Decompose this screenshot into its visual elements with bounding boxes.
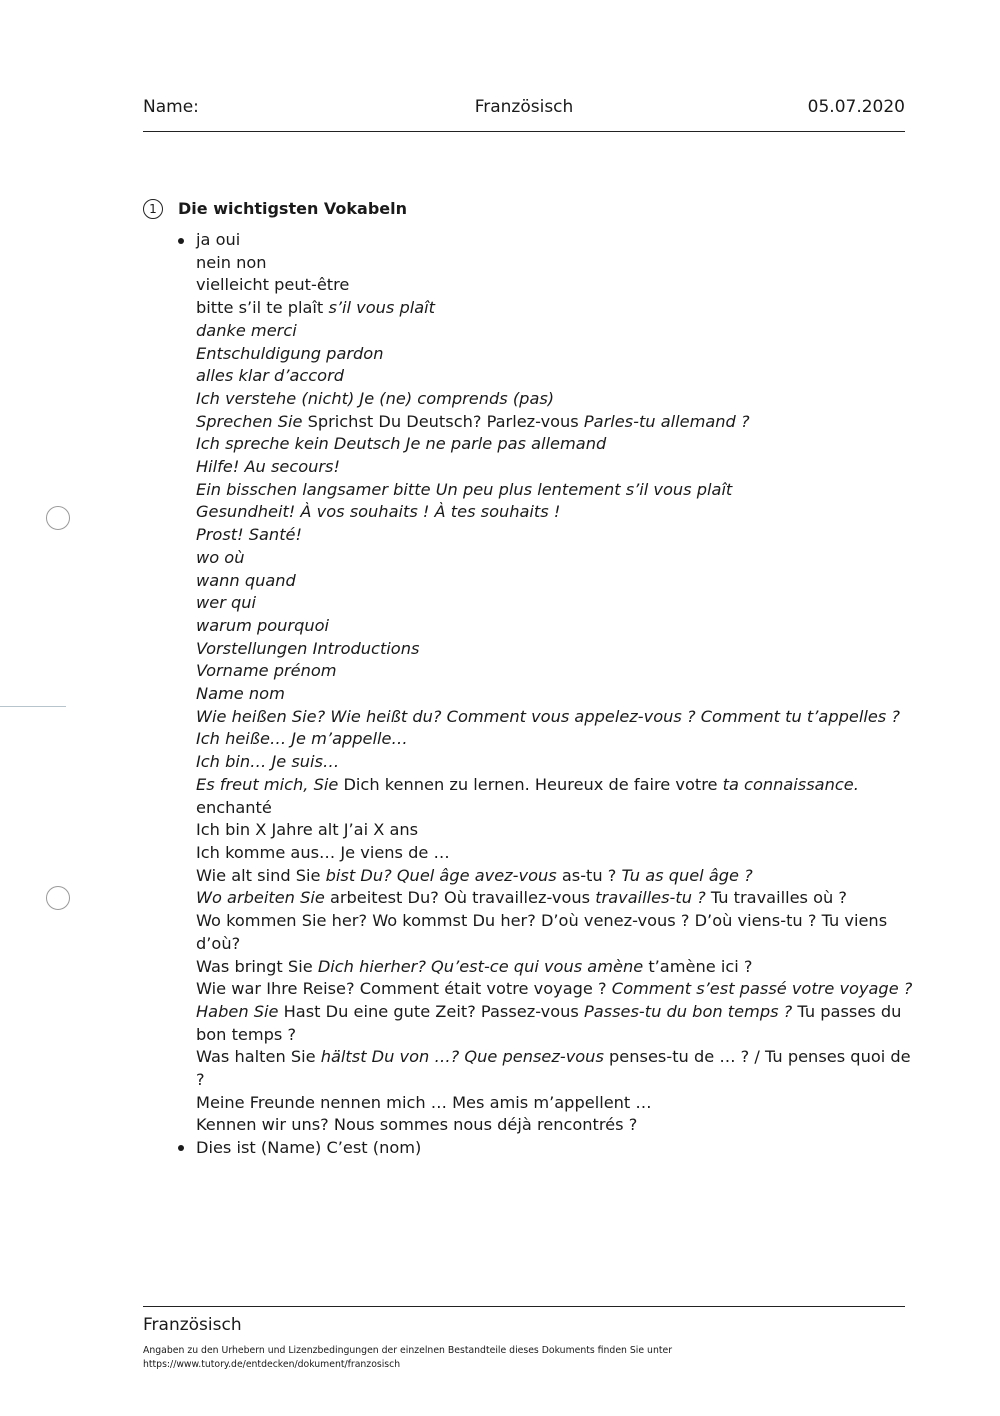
vocab-line bbox=[196, 638, 911, 661]
vocab-text: Ich bin… Je suis… bbox=[196, 752, 340, 772]
page-header bbox=[143, 95, 905, 132]
vocab-line bbox=[196, 660, 911, 683]
vocab-line bbox=[196, 229, 911, 252]
vocab-line bbox=[196, 1137, 911, 1160]
vocab-line bbox=[196, 456, 911, 479]
footer-title: Französisch bbox=[143, 1315, 242, 1335]
vocab-line bbox=[196, 388, 911, 411]
vocab-line bbox=[196, 865, 911, 888]
vocab-line bbox=[196, 592, 911, 615]
vocab-line bbox=[196, 797, 911, 820]
vocab-line bbox=[196, 252, 911, 275]
vocab-text: wer qui bbox=[196, 593, 257, 613]
vocab-text: Wie alt sind Sie bbox=[196, 865, 326, 885]
vocab-text: Hilfe! Au secours! bbox=[196, 457, 340, 477]
license-text: Angaben zu den Urhebern und Lizenzbedingungen der einzelnen Bestandteile dieses Dokuments finden Sie unter bbox=[143, 1345, 673, 1356]
vocab-text: Dies ist (Name) C’est (nom) bbox=[196, 1138, 422, 1158]
vocab-text: Ich heiße… Je m’appelle… bbox=[196, 729, 408, 749]
vocab-text: hältst Du von …? Que pensez-vous bbox=[320, 1047, 610, 1067]
vocab-text: s’il vous plaît bbox=[328, 298, 436, 318]
fold-mark bbox=[0, 706, 66, 707]
vocab-line bbox=[196, 774, 911, 797]
vocab-line bbox=[196, 842, 911, 865]
vocab-line bbox=[196, 297, 911, 320]
vocab-line bbox=[196, 433, 911, 456]
vocab-line bbox=[196, 615, 911, 638]
vocab-text: alles klar d’accord bbox=[196, 366, 345, 386]
list-bullet bbox=[178, 238, 184, 244]
vocab-text: Wo kommen Sie her? Wo kommst Du her? D’où venez-vous ? D’où viens-tu ? Tu viens d’où? bbox=[196, 911, 888, 953]
vocab-text: Ich komme aus… Je viens de … bbox=[196, 842, 450, 862]
vocab-line bbox=[196, 819, 911, 842]
vocab-text: Was halten Sie bbox=[196, 1047, 321, 1067]
vocab-text: as-tu ? bbox=[561, 865, 622, 885]
document-date: 05.07.2020 bbox=[807, 97, 905, 117]
vocab-line bbox=[196, 343, 911, 366]
vocab-text: Ich spreche kein Deutsch Je ne parle pas allemand bbox=[196, 434, 607, 454]
vocab-text: warum pourquoi bbox=[196, 615, 330, 635]
vocab-text: vielleicht peut-être bbox=[196, 275, 350, 295]
vocab-line bbox=[196, 365, 911, 388]
vocab-text: wo où bbox=[196, 547, 245, 567]
vocab-line bbox=[196, 751, 911, 774]
vocab-line bbox=[196, 1092, 911, 1115]
vocab-line bbox=[196, 728, 911, 751]
task-number: 1 bbox=[143, 199, 163, 219]
vocab-text: wann quand bbox=[196, 570, 296, 590]
vocab-line bbox=[196, 320, 911, 343]
vocab-text: Comment s’est passé votre voyage ? bbox=[611, 979, 913, 999]
vocab-text: Vorname prénom bbox=[196, 661, 337, 681]
vocab-text: ta connaissance. bbox=[722, 774, 859, 794]
vocab-line bbox=[196, 570, 911, 593]
list-bullet-empty bbox=[178, 1145, 184, 1151]
task-title: Die wichtigsten Vokabeln bbox=[178, 199, 408, 218]
vocab-text: Ich bin X Jahre alt J’ai X ans bbox=[196, 820, 419, 840]
vocab-text: nein non bbox=[196, 252, 267, 272]
vocab-text: Tu as quel âge ? bbox=[621, 865, 753, 885]
vocab-text: Tu travailles où ? bbox=[710, 888, 848, 908]
punch-hole-mark bbox=[46, 886, 70, 910]
vocab-line bbox=[196, 887, 911, 910]
vocab-text: Kennen wir uns? Nous sommes nous déjà rencontrés ? bbox=[196, 1115, 638, 1135]
name-label: Name: bbox=[143, 97, 199, 117]
vocab-text: Ein bisschen langsamer bitte Un peu plus lentement s’il vous plaît bbox=[196, 479, 733, 499]
vocab-text: Was bringt Sie bbox=[196, 956, 318, 976]
vocab-text: danke merci bbox=[196, 320, 297, 340]
vocab-text: Dich hierher? Qu’est-ce qui vous amène bbox=[317, 956, 649, 976]
vocab-line bbox=[196, 1114, 911, 1137]
vocab-line bbox=[196, 524, 911, 547]
vocab-line bbox=[196, 411, 911, 434]
vocab-text: Haben Sie bbox=[196, 1001, 284, 1021]
vocab-line bbox=[196, 547, 911, 570]
vocab-line bbox=[196, 683, 911, 706]
vocab-text: Name nom bbox=[196, 684, 285, 704]
vocab-text: Sprichst Du Deutsch? Parlez-vous bbox=[307, 411, 584, 431]
vocab-text: Vorstellungen Introductions bbox=[196, 638, 420, 658]
vocab-line bbox=[196, 1001, 911, 1046]
vocab-line bbox=[196, 1046, 911, 1091]
vocab-text: travailles-tu ? bbox=[595, 888, 711, 908]
vocab-text: arbeitest Du? Où travaillez-vous bbox=[329, 888, 596, 908]
vocab-text: Gesundheit! À vos souhaits ! À tes souhaits ! bbox=[196, 502, 561, 522]
vocab-text: Parles-tu allemand ? bbox=[583, 411, 750, 431]
vocab-line bbox=[196, 274, 911, 297]
vocab-text: bitte s’il te plaît bbox=[196, 298, 329, 318]
vocabulary-list bbox=[196, 229, 911, 1160]
vocab-text: Es freut mich, Sie bbox=[196, 774, 344, 794]
vocab-text: Hast Du eine gute Zeit? Passez-vous bbox=[283, 1001, 584, 1021]
vocab-text: penses-tu de … ? / Tu penses quoi de ? bbox=[196, 1047, 911, 1090]
vocab-text: Ich verstehe (nicht) Je (ne) comprends (pas) bbox=[196, 388, 555, 408]
vocab-text: t’amène ici ? bbox=[648, 956, 753, 976]
vocab-text: bist Du? Quel âge avez-vous bbox=[325, 865, 562, 885]
vocab-line bbox=[196, 956, 911, 979]
footer-divider bbox=[143, 1306, 905, 1307]
vocab-text: Wie heißen Sie? Wie heißt du? Comment vous appelez-vous ? Comment tu t’appelles ? bbox=[196, 706, 900, 726]
vocab-line bbox=[196, 978, 911, 1001]
vocab-line bbox=[196, 706, 911, 729]
vocab-text: Prost! Santé! bbox=[196, 525, 302, 545]
license-url: https://www.tutory.de/entdecken/dokument/franzosisch bbox=[143, 1359, 401, 1370]
vocab-text: Wo arbeiten Sie bbox=[196, 888, 330, 908]
vocab-text: Dich kennen zu lernen. Heureux de faire votre bbox=[343, 774, 723, 794]
vocab-text: Tu passes du bon temps ? bbox=[196, 1001, 902, 1044]
vocab-text: Sprechen Sie bbox=[196, 411, 308, 431]
footer-license-note bbox=[143, 1344, 843, 1372]
subject-title: Französisch bbox=[474, 97, 574, 117]
vocab-line bbox=[196, 479, 911, 502]
vocab-line bbox=[196, 501, 911, 524]
vocab-text: Wie war Ihre Reise? Comment était votre voyage ? bbox=[196, 979, 612, 999]
vocab-text: Passes-tu du bon temps ? bbox=[583, 1001, 798, 1021]
punch-hole-mark bbox=[46, 506, 70, 530]
vocab-text: ja oui bbox=[196, 230, 241, 249]
vocab-text: Entschuldigung pardon bbox=[196, 343, 384, 363]
vocab-text: Meine Freunde nennen mich … Mes amis m’appellent … bbox=[196, 1092, 652, 1112]
vocab-text: enchanté bbox=[196, 797, 272, 817]
vocab-line bbox=[196, 910, 911, 955]
